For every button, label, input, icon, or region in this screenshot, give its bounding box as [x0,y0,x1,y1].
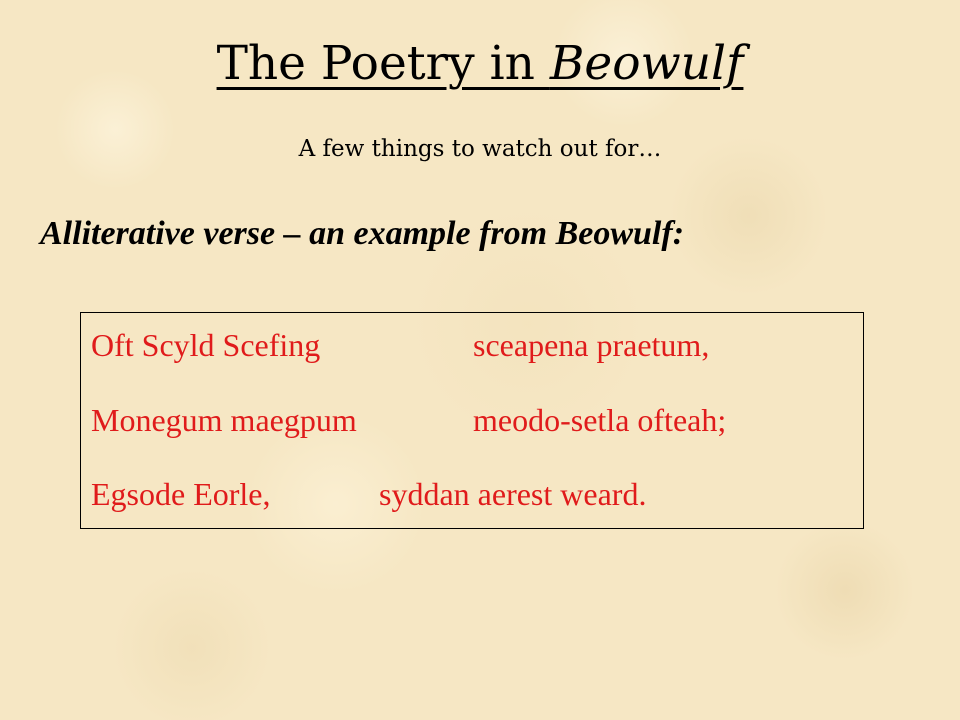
subtitle: A few things to watch out for… [298,136,662,162]
verse-first-half: Monegum maegpum [91,402,357,438]
slide-title-underlined [217,36,744,91]
verse-first-half: Oft Scyld Scefing [91,327,321,363]
verse-second-half: sceapena praetum, [473,327,710,363]
title-prefix: The Poetry in [216,36,550,91]
title-emphasis: Beowulf [549,36,744,91]
slide-title [0,34,960,94]
section-heading: Alliterative verse – an example from Beowulf: [40,215,685,252]
verse-second-half: meodo-setla ofteah; [473,402,727,438]
verse-second-half: syddan aerest weard. [379,476,647,512]
verse-first-half: Egsode Eorle, [91,476,271,512]
verse-box [80,312,864,529]
